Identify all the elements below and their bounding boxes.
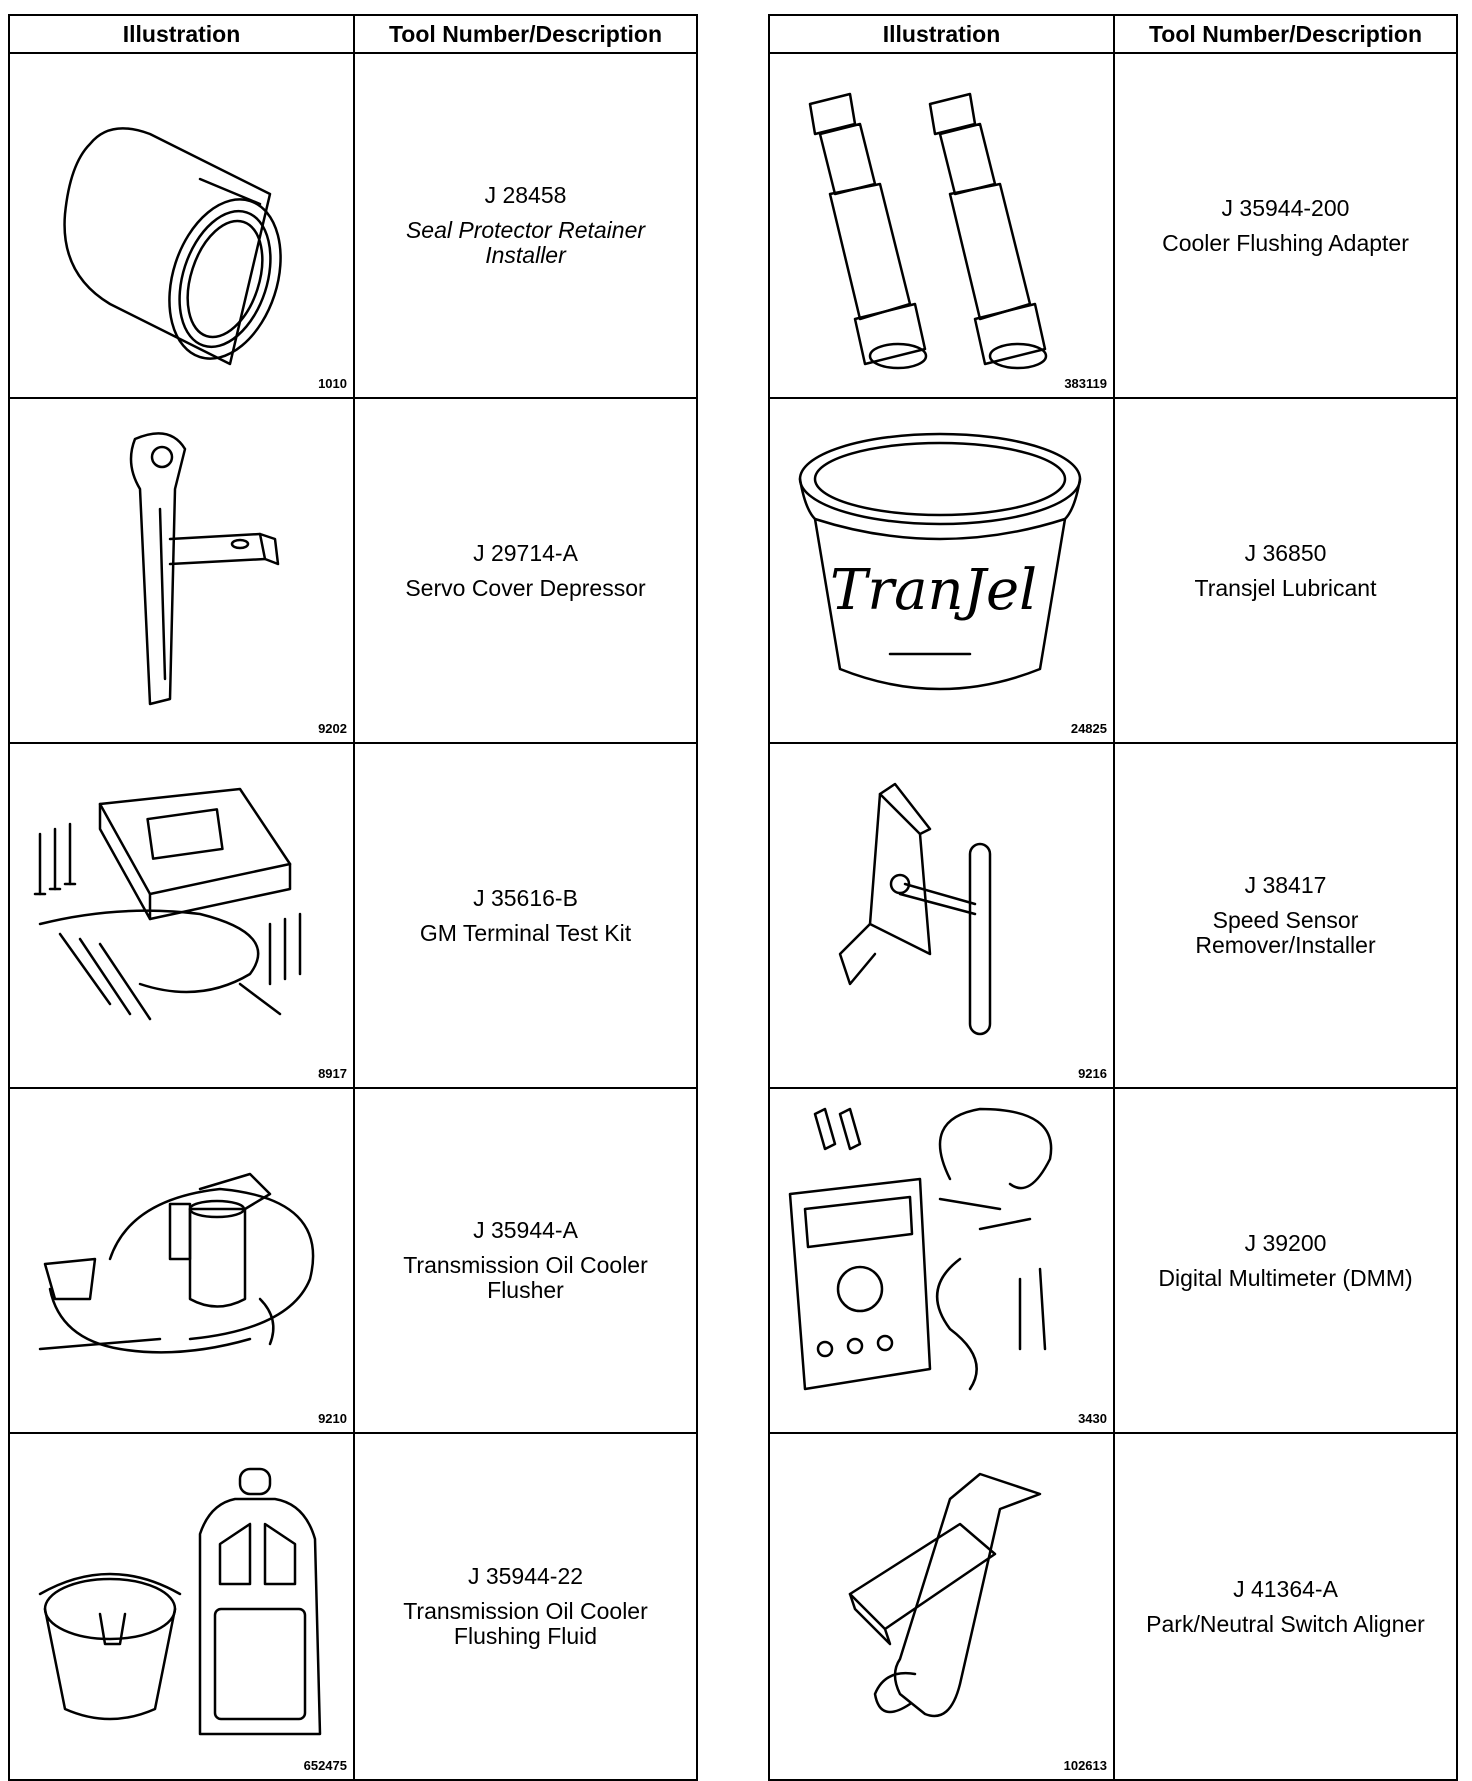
illustration-cell — [10, 1434, 355, 1779]
figure-number: 383119 — [1064, 376, 1107, 391]
tool-number: J 38417 — [1244, 872, 1327, 898]
figure-number: 9202 — [318, 721, 347, 736]
tool-description: Park/Neutral Switch Aligner — [1146, 1610, 1425, 1637]
tool-description-cell — [1115, 1434, 1456, 1779]
test-kit-icon — [20, 754, 340, 1064]
tool-description-cell — [1115, 54, 1456, 399]
cooler-flusher-icon — [20, 1099, 340, 1409]
seal-protector-icon — [20, 64, 340, 374]
tool-description-cell — [355, 744, 696, 1089]
tool-number: J 35944-A — [473, 1217, 578, 1243]
figure-number: 1010 — [318, 376, 347, 391]
tool-description: Transmission Oil Cooler Flushing Fluid — [403, 1598, 648, 1649]
tool-number: J 35944-200 — [1221, 194, 1350, 221]
header-tool: Tool Number/Description — [355, 16, 696, 54]
header-illustration: Illustration — [770, 16, 1115, 54]
figure-number: 102613 — [1063, 1758, 1107, 1773]
header-tool: Tool Number/Description — [1115, 16, 1456, 54]
tool-description: Cooler Flushing Adapter — [1162, 229, 1409, 256]
figure-number: 652475 — [303, 1758, 347, 1773]
figure-number: 3430 — [1078, 1411, 1107, 1426]
illustration-cell — [770, 399, 1115, 744]
tool-description-cell — [355, 54, 696, 399]
flushing-fluid-icon — [20, 1444, 340, 1754]
tool-description: Transmission Oil Cooler Flusher — [403, 1252, 648, 1303]
tool-table-right — [768, 14, 1458, 1781]
tool-number: J 28458 — [484, 182, 567, 208]
multimeter-icon — [780, 1099, 1100, 1409]
transjel-label: TranJel — [830, 558, 1038, 623]
illustration-cell — [770, 1434, 1115, 1779]
illustration-cell — [770, 744, 1115, 1089]
tool-number: J 39200 — [1244, 1229, 1327, 1256]
tool-description-cell — [1115, 1089, 1456, 1434]
tool-number: J 36850 — [1244, 539, 1327, 566]
illustration-cell — [770, 1089, 1115, 1434]
illustration-cell — [10, 54, 355, 399]
tool-description-cell — [355, 399, 696, 744]
header-illustration: Illustration — [10, 16, 355, 54]
tool-description: GM Terminal Test Kit — [419, 919, 632, 946]
figure-number: 9210 — [318, 1411, 347, 1426]
tool-description-cell — [355, 1434, 696, 1779]
tool-description: Servo Cover Depressor — [405, 574, 646, 601]
tool-description: Seal Protector Retainer Installer — [405, 217, 646, 268]
tool-description-cell — [1115, 744, 1456, 1089]
illustration-cell — [10, 399, 355, 744]
tool-table-left — [8, 14, 698, 1781]
tool-number: J 35616-B — [473, 884, 578, 911]
tool-number: J 41364-A — [1233, 1575, 1338, 1602]
tool-description: Transjel Lubricant — [1194, 574, 1377, 601]
tool-description-cell — [1115, 399, 1456, 744]
tool-description: Speed Sensor Remover/Installer — [1195, 907, 1376, 958]
tool-description: Digital Multimeter (DMM) — [1158, 1264, 1413, 1291]
figure-number: 24825 — [1070, 721, 1107, 736]
servo-depressor-icon — [20, 409, 340, 719]
illustration-cell — [770, 54, 1115, 399]
flushing-adapter-icon — [780, 64, 1100, 374]
transjel-tub-icon — [780, 409, 1100, 719]
tool-number: J 35944-22 — [467, 1563, 584, 1589]
speed-sensor-tool-icon — [780, 754, 1100, 1064]
tool-description-cell — [355, 1089, 696, 1434]
illustration-cell — [10, 744, 355, 1089]
tool-number: J 29714-A — [473, 539, 578, 566]
switch-aligner-icon — [780, 1444, 1100, 1754]
figure-number: 9216 — [1078, 1066, 1107, 1081]
figure-number: 8917 — [318, 1066, 347, 1081]
illustration-cell — [10, 1089, 355, 1434]
